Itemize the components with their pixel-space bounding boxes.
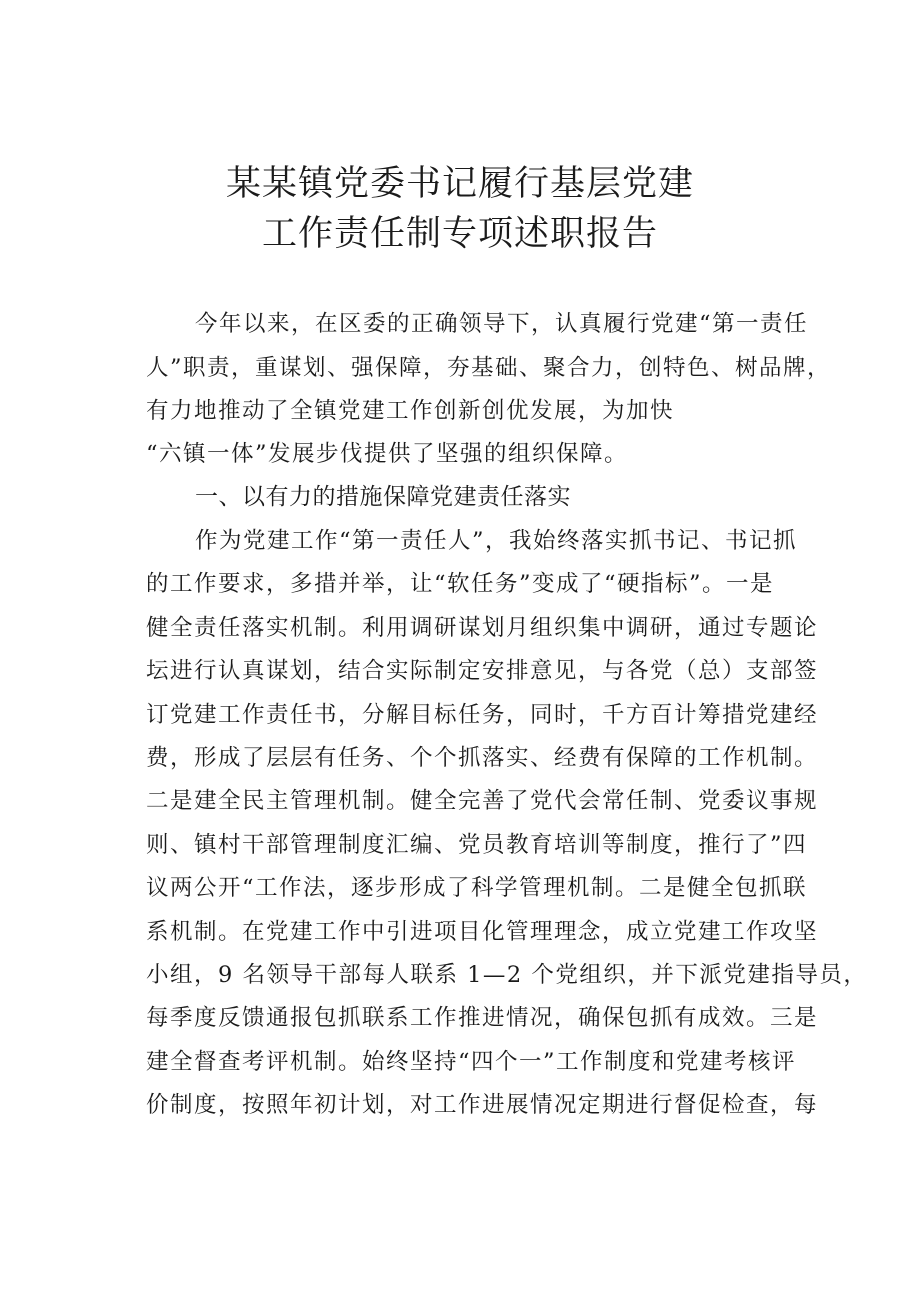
section-paragraph-line: 小组，9 名领导干部每人联系 1—2 个党组织，并下派党建指导员， — [146, 962, 868, 988]
intro-paragraph-line: “六镇一体”发展步伐提供了坚强的组织保障。 — [146, 441, 629, 467]
intro-paragraph-line: 今年以来，在区委的正确领导下，认真履行党建“第一责任 — [195, 311, 809, 337]
section-paragraph-line: 订党建工作责任书，分解目标任务，同时，千方百计筹措党建经 — [146, 702, 819, 728]
section-paragraph-line: 则、镇村干部管理制度汇编、党员教育培训等制度，推行了”四 — [146, 832, 808, 858]
intro-paragraph-line: 有力地推动了全镇党建工作创新创优发展，为加快 — [146, 398, 675, 424]
section-paragraph-line: 作为党建工作“第一责任人”，我始终落实抓书记、书记抓 — [195, 528, 798, 554]
section-paragraph-line: 的工作要求，多措并举，让“软任务”变成了“硬指标”。一是 — [146, 571, 775, 597]
section-paragraph-line: 健全责任落实机制。利用调研谋划月组织集中调研，通过专题论 — [146, 615, 819, 641]
section-paragraph-line: 议两公开“工作法，逐步形成了科学管理机制。二是健全包抓联 — [146, 875, 808, 901]
document-title-line-2: 工作责任制专项述职报告 — [261, 214, 658, 254]
section-paragraph-line: 二是建全民主管理机制。健全完善了党代会常任制、党委议事规 — [146, 788, 819, 814]
section-paragraph-line: 费，形成了层层有任务、个个抓落实、经费有保障的工作机制。 — [146, 745, 819, 771]
section-paragraph-line: 坛进行认真谋划，结合实际制定安排意见，与各党（总）支部签 — [146, 658, 819, 684]
section-paragraph-line: 每季度反馈通报包抓联系工作推进情况，确保包抓有成效。三是 — [146, 1005, 819, 1031]
section-paragraph-line: 价制度，按照年初计划，对工作进展情况定期进行督促检查，每 — [146, 1092, 819, 1118]
document-title-line-1: 某某镇党委书记履行基层党建 — [225, 164, 694, 204]
section-paragraph-line: 系机制。在党建工作中引进项目化管理理念，成立党建工作攻坚 — [146, 919, 819, 945]
section-heading: 一、以有力的措施保障党建责任落实 — [195, 484, 571, 510]
section-paragraph-line: 建全督查考评机制。始终坚持“四个一”工作制度和党建考核评 — [146, 1049, 797, 1075]
intro-paragraph-line: 人”职责，重谋划、强保障，夯基础、聚合力，创特色、树品牌， — [146, 355, 832, 381]
